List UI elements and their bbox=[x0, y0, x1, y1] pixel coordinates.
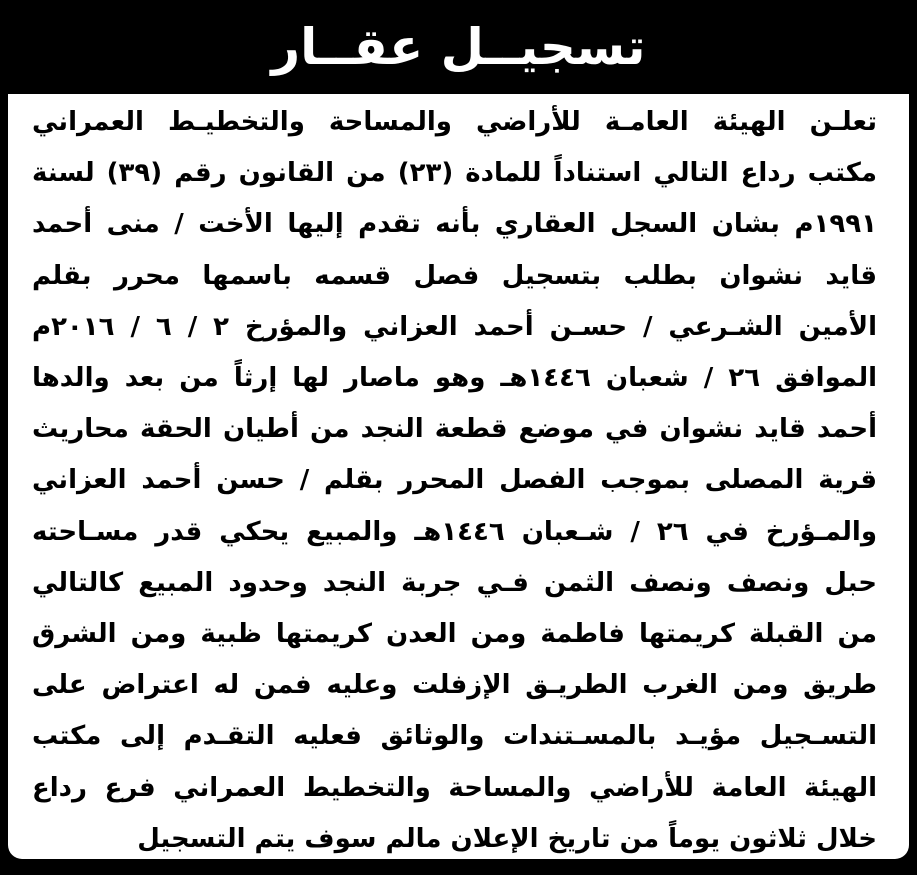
notice-text bbox=[32, 97, 877, 865]
notice-line: الأمين الشـرعي / حسـن أحمد العزاني والمؤرخ ٢ / ٦ / ٢٠١٦م bbox=[32, 311, 877, 342]
notice-line: التسـجيل مؤيـد بالمسـتندات والوثائق فعليه التقـدم إلى مكتب bbox=[32, 721, 877, 752]
notice-line: الموافق ٢٦ / شعبان ١٤٤٦هـ وهو ماصار لها إرثاً من بعد والدها bbox=[32, 363, 877, 394]
notice-line: أحمد قايد نشوان في موضع قطعة النجد من أطيان الحقة محاريث bbox=[32, 414, 877, 445]
notice-line: قرية المصلى بموجب الفصل المحرر بقلم / حسن أحمد العزاني bbox=[32, 465, 877, 496]
notice-line: مكتب رداع التالي استناداً للمادة (٢٣) من القانون رقم (٣٩) لسنة bbox=[32, 158, 877, 189]
notice-line: خلال ثلاثون يوماً من تاريخ الإعلان مالم سوف يتم التسجيل bbox=[137, 823, 877, 854]
notice-panel bbox=[8, 94, 909, 859]
notice-line: حبل ونصف ونصف الثمن فـي جربة النجد وحدود المبيع كالتالي bbox=[32, 567, 877, 598]
notice-line: تعلـن الهيئة العامـة للأراضي والمساحة والتخطيـط العمراني bbox=[32, 107, 877, 137]
notice-line: ١٩٩١م بشان السجل العقاري بأنه تقدم إليها الأخت / منى أحمد bbox=[32, 209, 877, 240]
page-title: تسجيــل عقــار bbox=[271, 18, 646, 76]
notice-line: قايد نشوان بطلب بتسجيل فصل قسمه باسمها محرر بقلم bbox=[32, 260, 877, 291]
notice-line: طريق ومن الغرب الطريـق الإزفلت وعليه فمن له اعتراض على bbox=[32, 670, 877, 701]
header-banner bbox=[0, 0, 917, 94]
notice-line: الهيئة العامة للأراضي والمساحة والتخطيط العمراني فرع رداع bbox=[32, 772, 877, 803]
notice-line: والمـؤرخ في ٢٦ / شـعبان ١٤٤٦هـ والمبيع يحكي قدر مسـاحته bbox=[32, 516, 877, 547]
notice-line: من القبلة كريمتها فاطمة ومن العدن كريمتها ظبية ومن الشرق bbox=[32, 619, 877, 650]
